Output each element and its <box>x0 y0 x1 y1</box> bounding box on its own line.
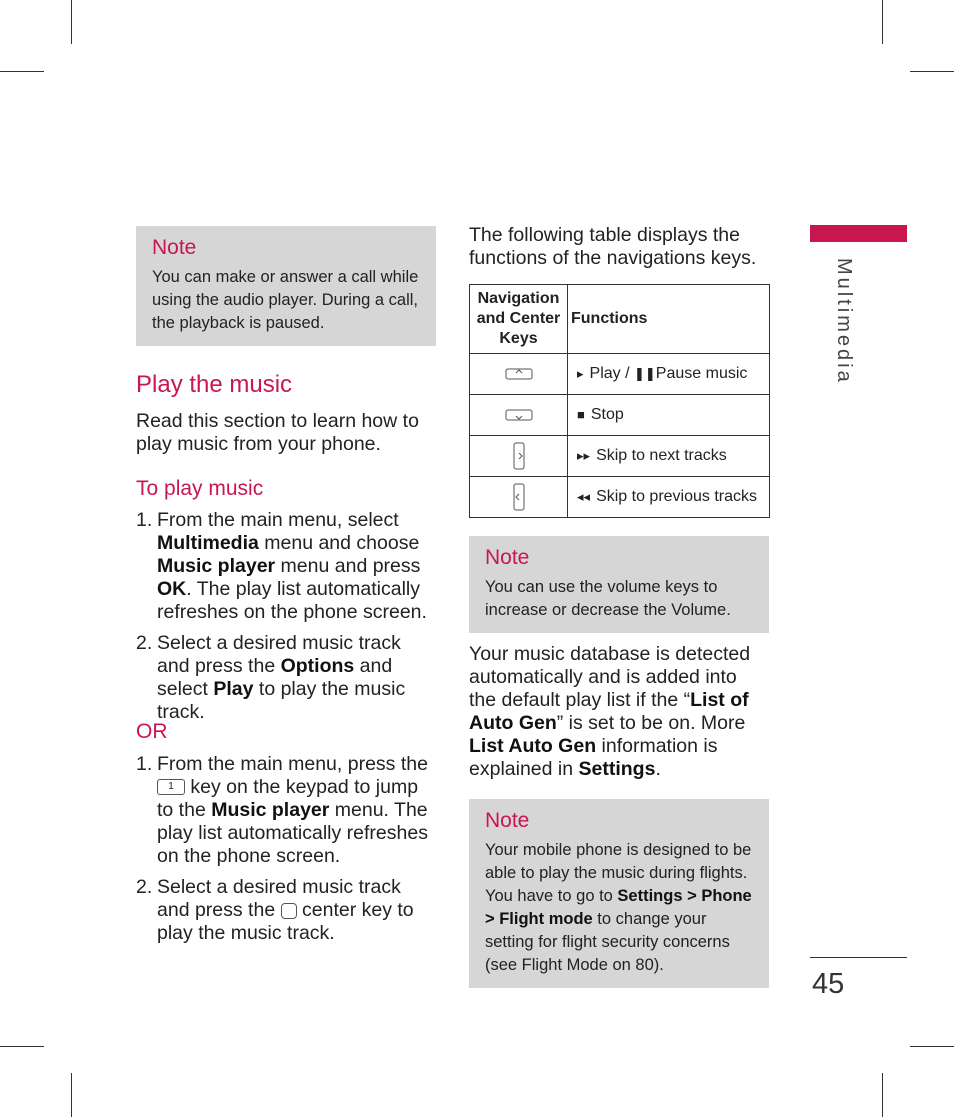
play-icon: ▸ <box>577 366 584 381</box>
note-body: You can make or answer a call while using the audio player. During a call, the playback is paused. <box>152 268 419 332</box>
right-key-icon <box>512 442 526 470</box>
table-intro: The following table displays the functions of the navigations keys. <box>469 224 757 269</box>
table-row: ▸▸ Skip to next tracks <box>470 436 770 477</box>
section-intro: Read this section to learn how to play music from your phone. <box>136 410 419 455</box>
note-title: Note <box>485 546 530 569</box>
note-title: Note <box>152 236 197 259</box>
note-title: Note <box>485 809 530 832</box>
down-key-icon <box>505 408 533 422</box>
list-item: 2. Select a desired music track and press the center key to play the music track. <box>136 876 414 944</box>
note-body: Your mobile phone is designed to be able to play the music during flights. You have to go to Settings > Phone > Flight mode to change your setting for flight security concerns (see Flight Mode on 80). <box>485 841 752 974</box>
left-key-icon <box>512 483 526 511</box>
page-number-rule <box>810 957 907 958</box>
table-row: ■ Stop <box>470 395 770 436</box>
crop-mark <box>882 0 883 44</box>
crop-mark <box>910 1046 954 1047</box>
side-tab-label: Multimedia <box>833 258 855 385</box>
table-header-keys: Navigation and Center Keys <box>470 285 568 354</box>
section-title: Play the music <box>136 371 293 398</box>
note-box <box>136 226 436 346</box>
crop-mark <box>0 71 44 72</box>
steps-list-a <box>136 509 436 732</box>
list-item: 1. From the main menu, select Multimedia menu and choose Music player menu and press OK. The play list automatically refreshes on the phone screen. <box>136 509 427 623</box>
table-header-functions: Functions <box>568 285 770 354</box>
note-body: You can use the volume keys to increase or decrease the Volume. <box>485 578 731 619</box>
list-item: 1. From the main menu, press the 1 key on the keypad to jump to the Music player menu. The play list automatically refreshes on the phone screen. <box>136 753 428 867</box>
crop-mark <box>0 1046 44 1047</box>
note-box <box>469 799 769 988</box>
subsection-title: To play music <box>136 477 264 500</box>
note-box <box>469 536 769 633</box>
stop-icon: ■ <box>577 407 585 422</box>
side-tab-marker <box>810 225 907 242</box>
table-row: ◂◂ Skip to previous tracks <box>470 477 770 518</box>
crop-mark <box>71 0 72 44</box>
rewind-icon: ◂◂ <box>577 489 591 504</box>
crop-mark <box>910 71 954 72</box>
database-paragraph: Your music database is detected automatically and is added into the default play list if the “List of Auto Gen” is set to be on. More List Auto Gen information is explained in Settings. <box>469 643 751 780</box>
fast-forward-icon: ▸▸ <box>577 448 591 463</box>
crop-mark <box>71 1073 72 1117</box>
list-item: 2. Select a desired music track and press the Options and select Play to play the music track. <box>136 632 406 723</box>
steps-list-b <box>136 753 436 953</box>
center-key-icon <box>281 903 297 919</box>
navigation-keys-table <box>469 284 770 518</box>
table-header-row <box>470 285 770 354</box>
page-number: 45 <box>812 968 845 1000</box>
1-key-icon: 1 <box>157 779 185 795</box>
up-key-icon <box>505 367 533 381</box>
crop-mark <box>882 1073 883 1117</box>
or-label: OR <box>136 720 168 743</box>
table-row: ▸ Play / ❚❚Pause music <box>470 354 770 395</box>
pause-icon: ❚❚ <box>634 366 656 381</box>
